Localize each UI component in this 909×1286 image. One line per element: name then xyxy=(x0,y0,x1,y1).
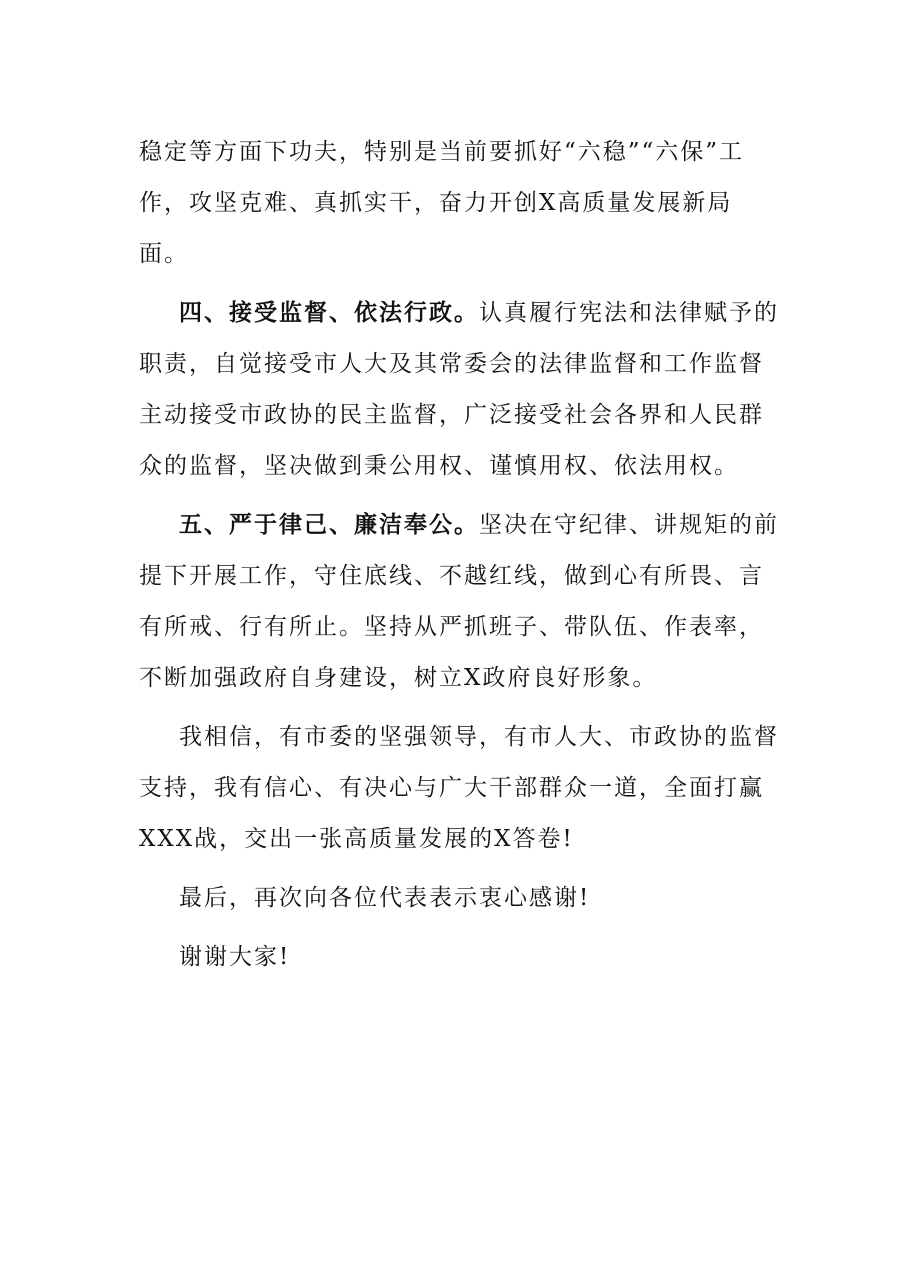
paragraph-integrity xyxy=(139,500,779,704)
paragraph-continuation xyxy=(139,127,779,280)
paragraph-confidence xyxy=(139,712,779,865)
paragraph-thanks xyxy=(139,873,779,924)
paragraph-text: 坚决在守纪律、讲规矩的前提下开展工作，守住底线、不越红线，做到心有所畏、言有所戒、行有所止。坚持从严抓班子、带队伍、作表率，不断加强政府自身建设，树立X政府良好形象。 xyxy=(139,512,779,691)
paragraph-text: 认真履行宪法和法律赋予的职责，自觉接受市人大及其常委会的法律监督和工作监督主动接受市政协的民主监督，广泛接受社会各界和人民群众的监督，坚决做到秉公用权、谨慎用权、依法用权。 xyxy=(139,300,779,479)
paragraph-text: 最后，再次向各位代表表示衷心感谢! xyxy=(179,885,591,911)
paragraph-heading: 四、接受监督、依法行政。 xyxy=(179,300,479,326)
paragraph-oversight xyxy=(139,288,779,492)
document-body xyxy=(139,127,779,991)
paragraph-closing xyxy=(139,932,779,983)
paragraph-text: 稳定等方面下功夫，特别是当前要抓好“六稳”“六保”工作，攻坚克难、真抓实干，奋力开创X高质量发展新局面。 xyxy=(139,139,745,267)
paragraph-text: 我相信，有市委的坚强领导，有市人大、市政协的监督支持，我有信心、有决心与广大干部群众一道，全面打赢XXX战，交出一张高质量发展的X答卷! xyxy=(139,724,779,852)
paragraph-text: 谢谢大家! xyxy=(179,944,291,970)
paragraph-heading: 五、严于律己、廉洁奉公。 xyxy=(179,512,479,538)
